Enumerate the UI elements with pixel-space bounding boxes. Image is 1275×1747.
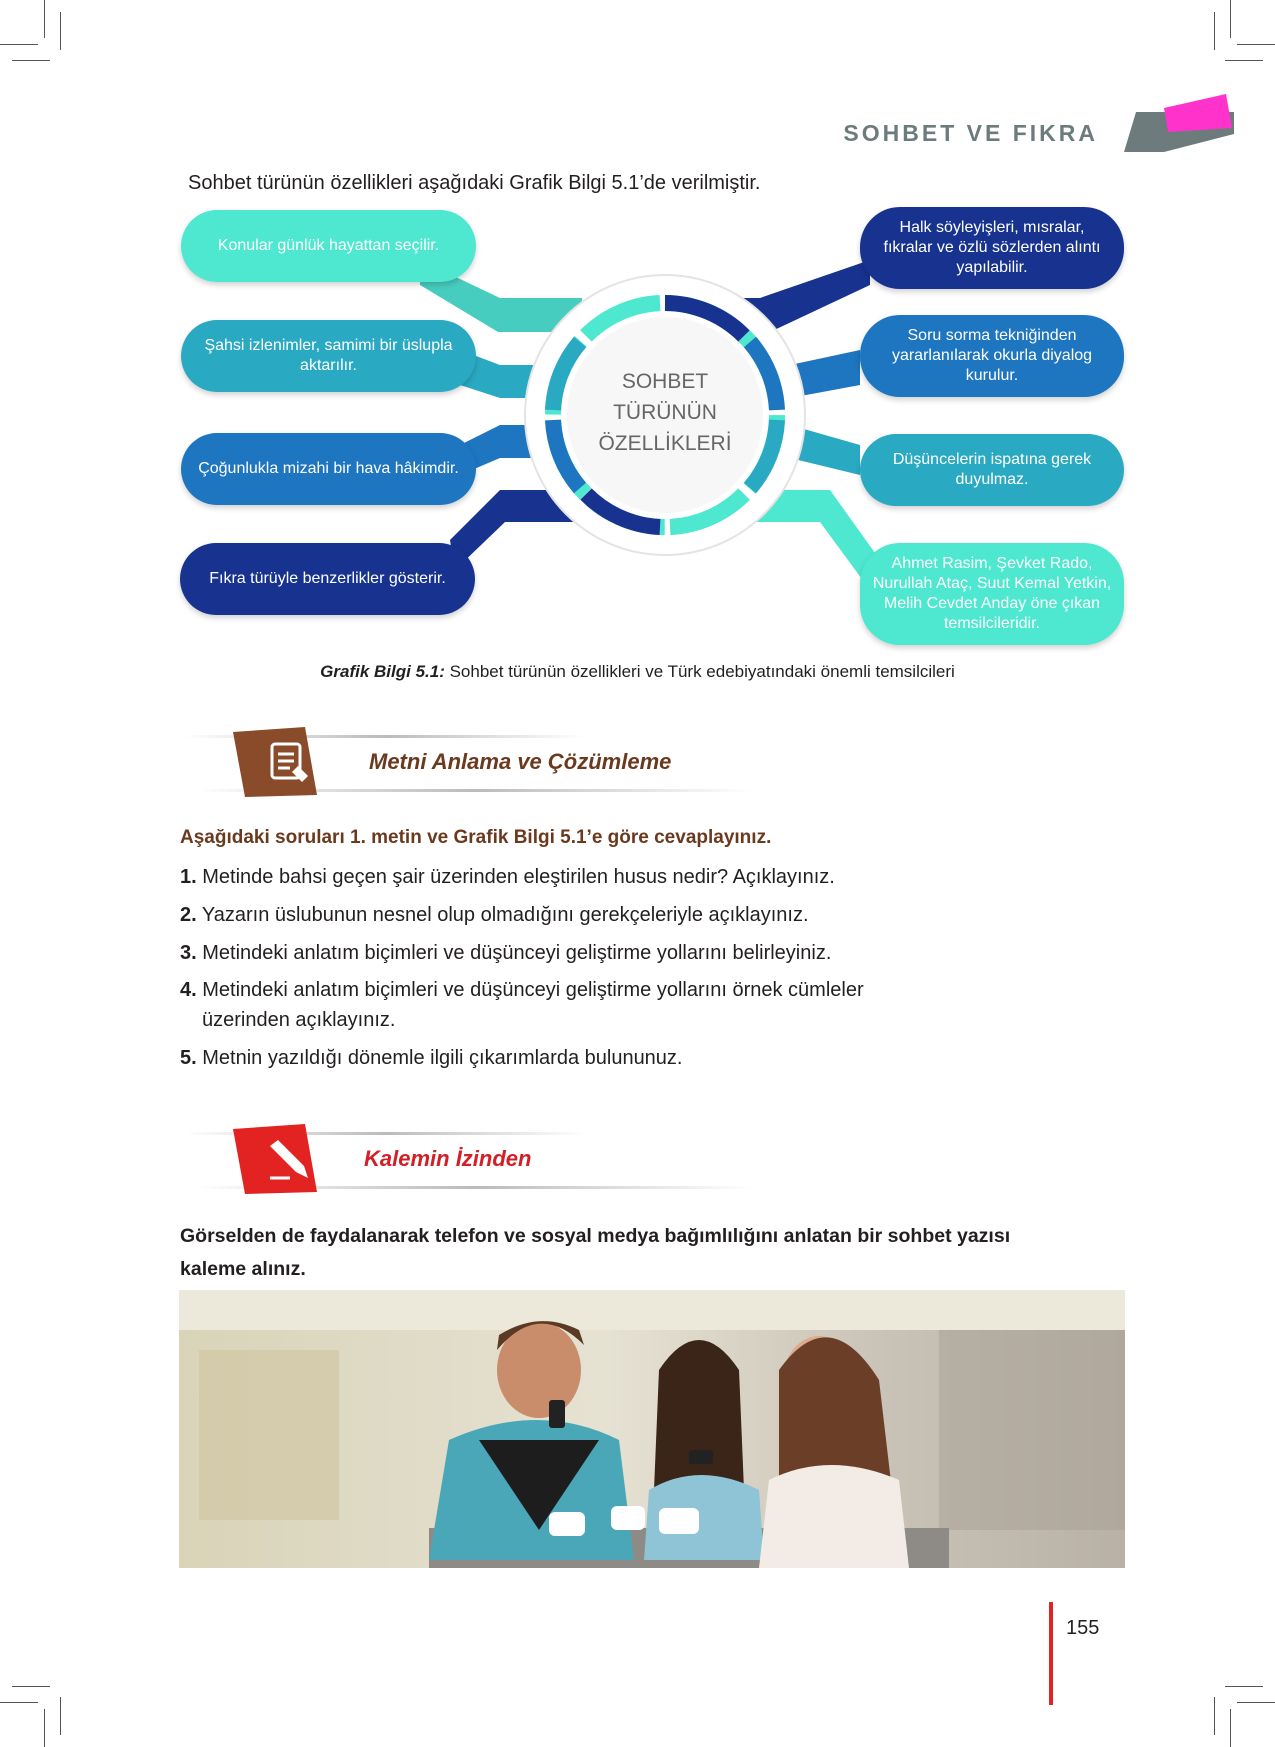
crop-mark: [60, 1697, 61, 1735]
running-header: SOHBET VE FIKRA: [843, 120, 1098, 146]
page-number-bar: [1049, 1602, 1053, 1705]
bubble-text: Halk söyleyişleri, mısralar, fıkralar ve özlü sözlerden alıntı yapılabilir.: [883, 219, 1101, 276]
question-number: 4.: [180, 979, 197, 1001]
center-line: ÖZELLİKLERİ: [598, 432, 732, 455]
question-text: Metinde bahsi geçen şair üzerinden eleştirilen husus nedir? Açıklayınız.: [196, 866, 835, 888]
center-line: SOHBET: [621, 370, 709, 393]
right-bubble: [860, 434, 1124, 506]
question-text: Yazarın üslubunun nesnel olup olmadığını gerekçeleriyle açıklayınız.: [196, 904, 809, 926]
bubble-text: Şahsi izlenimler, samimi bir üslupla aktarılır.: [204, 337, 453, 374]
crop-mark: [1230, 1709, 1231, 1747]
crop-mark: [44, 1709, 45, 1747]
question-item: [180, 862, 835, 892]
bubble-text: Çoğunlukla mizahi bir hava hâkimdir.: [198, 460, 459, 477]
caption-text: Sohbet türünün özellikleri ve Türk edebiyatındaki önemli temsilcileri: [444, 662, 955, 681]
crop-mark: [12, 1686, 50, 1687]
crop-mark: [0, 1702, 38, 1703]
bubble-text: Fıkra türüyle benzerlikler gösterir.: [209, 570, 446, 587]
bubble-text: Ahmet Rasim, Şevket Rado, Nurullah Ataç, Suut Kemal Yetkin, Melih Cevdet Anday öne çıkan temsilcileridir.: [872, 555, 1112, 632]
center-line: TÜRÜNÜN: [613, 401, 717, 424]
cafe-photo: [179, 1290, 1125, 1568]
intro-text: Sohbet türünün özellikleri aşağıdaki Grafik Bilgi 5.1’de verilmiştir.: [188, 172, 761, 194]
question-text: Metindeki anlatım biçimleri ve düşünceyi geliştirme yollarını örnek cümleler: [196, 979, 864, 1001]
question-number: 3.: [180, 942, 197, 964]
crop-mark: [1237, 1702, 1275, 1703]
question-item: [180, 1043, 683, 1073]
left-bubble: [181, 210, 476, 282]
questions-heading: Aşağıdaki soruları 1. metin ve Grafik Bilgi 5.1’e göre cevaplayınız.: [180, 827, 772, 848]
left-bubble: [181, 320, 476, 392]
page-number: 155: [1066, 1617, 1100, 1639]
infographic-center-title: [560, 366, 770, 459]
writing-task: Görselden de faydalanarak telefon ve sosyal medya bağımlılığını anlatan bir sohbet yazısı kaleme alınız.: [180, 1225, 1011, 1280]
bubble-text: Düşüncelerin ispatına gerek duyulmaz.: [892, 451, 1092, 488]
crop-mark: [1225, 1686, 1263, 1687]
bubble-text: Soru sorma tekniğinden yararlanılarak okurla diyalog kurulur.: [891, 327, 1093, 384]
question-item: [180, 938, 831, 968]
question-text-continued: üzerinden açıklayınız.: [202, 1009, 396, 1031]
question-number: 5.: [180, 1047, 197, 1069]
document-pencil-icon: [268, 740, 312, 786]
right-bubble: [860, 543, 1124, 645]
right-bubble: [860, 315, 1124, 397]
section-title: Kalemin İzinden: [364, 1146, 532, 1171]
pencil-icon: [264, 1136, 314, 1182]
left-bubble: [180, 543, 475, 615]
left-bubble: [181, 433, 476, 505]
crop-mark: [1214, 1697, 1215, 1735]
question-text: Metnin yazıldığı dönemle ilgili çıkarımlarda bulununuz.: [196, 1047, 683, 1069]
caption-label: Grafik Bilgi 5.1:: [320, 662, 445, 681]
section-title: Metni Anlama ve Çözümleme: [369, 749, 672, 774]
question-number: 2.: [180, 904, 197, 926]
figure-caption: [0, 662, 1275, 682]
question-item: [180, 975, 864, 1035]
bubble-text: Konular günlük hayattan seçilir.: [217, 237, 440, 254]
question-item: [180, 900, 809, 930]
question-text: Metindeki anlatım biçimleri ve düşünceyi geliştirme yollarını belirleyiniz.: [196, 942, 832, 964]
question-number: 1.: [180, 866, 197, 888]
right-bubble: [860, 207, 1124, 289]
